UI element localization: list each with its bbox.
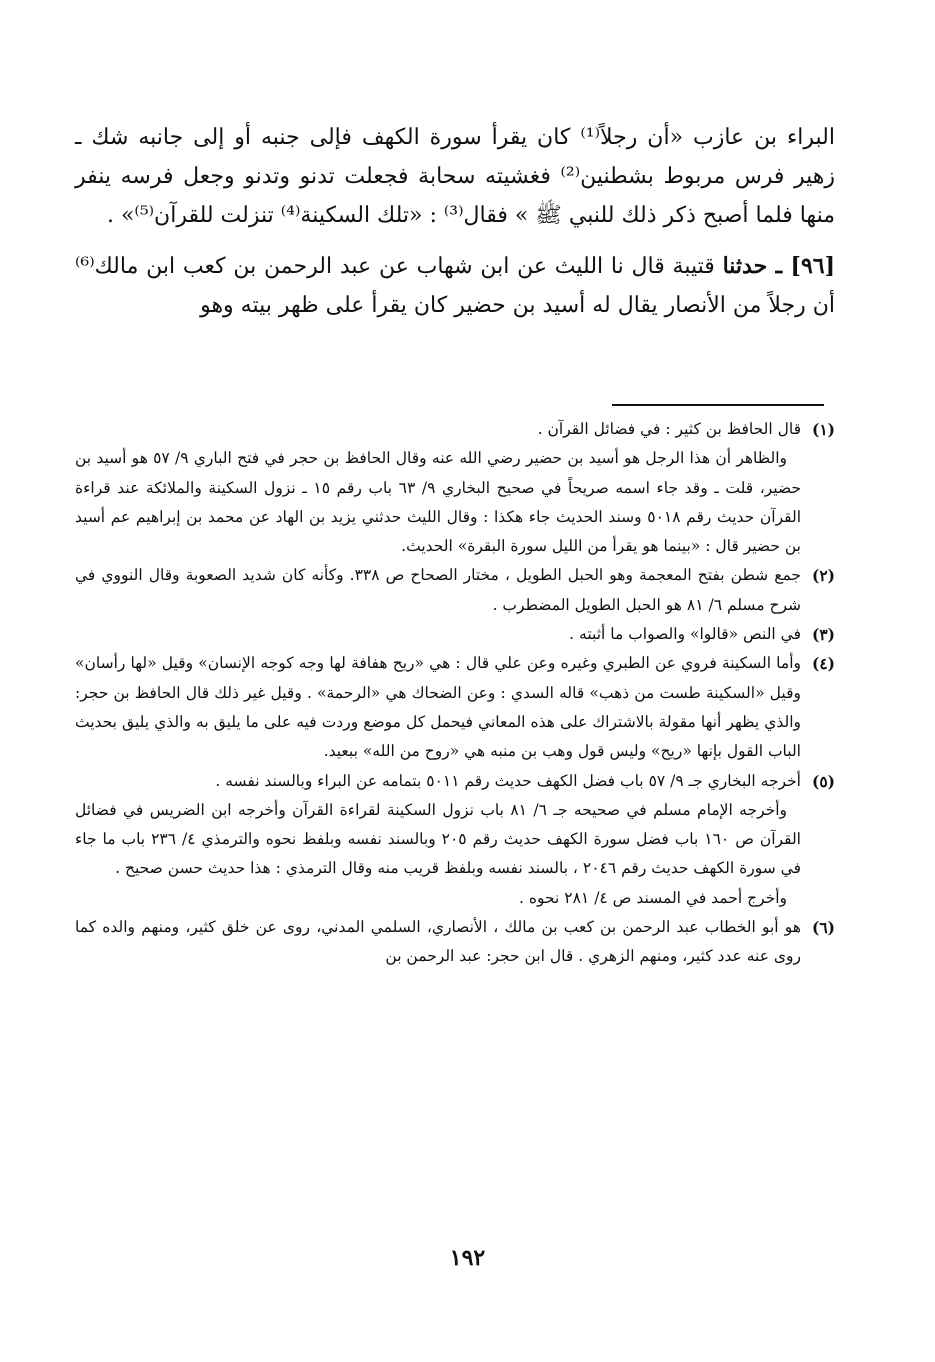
footnote-number: (٢): [811, 566, 835, 586]
hadith-number-lead: [٩٦] ـ حدثنا: [722, 253, 835, 279]
footnote: [75, 767, 835, 913]
main-paragraph: [75, 247, 835, 325]
footnote: [75, 620, 835, 649]
footnote-text: في النص «قالوا» والصواب ما أثبته .: [569, 625, 801, 644]
footnote-body: [75, 561, 801, 620]
footnote: [75, 561, 835, 620]
footnote: [75, 649, 835, 766]
footnote-text: هو أبو الخطاب عبد الرحمن بن كعب بن مالك ، الأنصاري، السلمي المدني، روى عن خلق كثير، ومنهم والده كما روى عنه عدد كثير، ومنهم الزهري . قال ابن حجر: عبد الرحمن بن: [75, 918, 801, 966]
footnote-number: (٥): [811, 771, 835, 791]
footnote-number: (١): [811, 420, 835, 439]
footnote: [75, 415, 835, 561]
footnote-body: [75, 415, 801, 561]
footnote-text: وأخرجه الإمام مسلم في صحيحه جـ ٦/ ٨١ باب نزول السكينة لقراءة القرآن وأخرجه ابن الضريس في فضائل القرآن ص ١٦٠ باب فضل سورة الكهف حديث رقم ٢٠٥ وبالسند نفسه وبلفظ نحوه والترمذي ٤/ ٢٣٦ باب ما جاء في سورة الكهف حديث رقم ٢٠٤٦ ، بالسند نفسه وبلفظ قريب منه وقال الترمذي : هذا حديث حسن صحيح .: [75, 800, 801, 878]
main-text: [75, 118, 835, 325]
footnote-text: قال الحافظ بن كثير : في فضائل القرآن .: [537, 420, 801, 438]
footnote-number: (٤): [811, 654, 835, 674]
footnote-body: [75, 620, 801, 649]
footnote-number: (٦): [811, 918, 835, 938]
footnotes: [75, 415, 835, 972]
footnote-text: أخرجه البخاري جـ ٩/ ٥٧ باب فضل الكهف حديث رقم ٥٠١١ بتمامه عن البراء وبالسند نفسه .: [215, 771, 801, 790]
footnote-text: جمع شطن بفتح المعجمة وهو الحبل الطويل ، مختار الصحاح ص ٣٣٨. وكأنه كان شديد الصعوبة وقال النووي في شرح مسلم ٦/ ٨١ هو الحبل الطويل المضطرب .: [75, 566, 801, 614]
footnote-text: والظاهر أن هذا الرجل هو أسيد بن حضير رضي الله عنه وقال الحافظ بن حجر في فتح الباري ٩/ ٥٧ هو أسيد بن حضير، قلت ـ وقد جاء اسمه صريحاً في صحيح البخاري ٩/ ٦٣ باب رقم ١٥ ـ نزول السكينة والملائكة عند قراءة القرآن حديث رقم ٥٠١٨ وسند الحديث جاء هكذا : وقال الليث حدثني يزيد بن الهاد عن محمد بن إبراهيم عم أسيد بن حضير قال : «بينما هو يقرأ من الليل سورة البقرة» الحديث.: [75, 449, 802, 556]
footnote-text: وأما السكينة فروي عن الطبري وغيره وعن علي قال : هي «ريح هفافة لها وجه كوجه الإنسان» وقيل «لها رأسان» وقيل «السكينة طست من ذهب» قاله السدي : وعن الضحاك هي «الرحمة» . وقيل غير ذلك قال الحافظ بن حجر: والذي يظهر أنها مقولة بالاشتراك على هذه المعاني فيحمل كل موضع وردت فيه على ما يليق به والذي يليق بحديث الباب القول بإنها «ريح» وليس قول وهب بن منبه هي «روح من الله» ببعيد.: [75, 654, 801, 761]
footnote-body: [75, 649, 801, 766]
footnote-text: وأخرج أحمد في المسند ص ٤/ ٢٨١ نحوه .: [519, 888, 787, 907]
footnote-number: (٣): [811, 625, 835, 645]
page-number: ١٩٢: [449, 1245, 486, 1271]
footnote-body: [75, 767, 801, 913]
footnote: [75, 913, 835, 972]
footnote-separator: [612, 404, 824, 406]
hadith-text: قتيبة قال نا الليث عن ابن شهاب عن عبد الرحمن بن كعب ابن مالك⁽⁶⁾ أن رجلاً من الأنصار يقال له أسيد بن حضير كان يقرأ على ظهر بيته وهو: [75, 254, 835, 318]
footnote-body: [75, 913, 801, 972]
main-paragraph: البراء بن عازب «أن رجلاً⁽¹⁾ كان يقرأ سورة الكهف فإلى جنبه أو إلى جانبه شك ـ زهير فرس مربوط بشطنين⁽²⁾ فغشيته سحابة فجعلت تدنو وتدنو وجعل فرسه ينفر منها فلما أصبح ذكر ذلك للنبي ﷺ » فقال⁽³⁾ : «تلك السكينة⁽⁴⁾ تنزلت للقرآن⁽⁵⁾» .: [75, 125, 835, 228]
